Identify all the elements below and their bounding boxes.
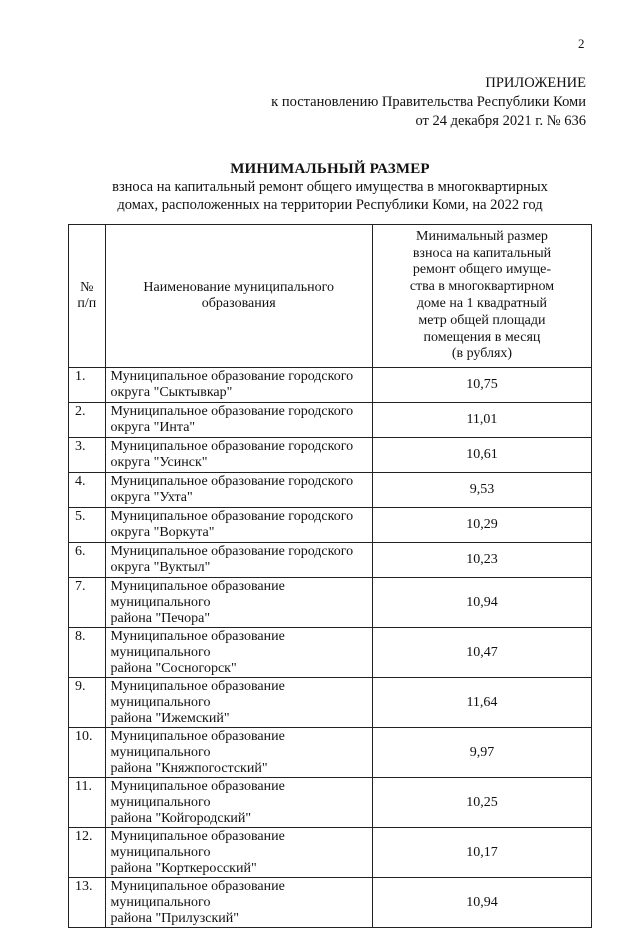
row-name bbox=[105, 508, 372, 543]
header-fee bbox=[372, 225, 591, 368]
table-row bbox=[69, 508, 592, 543]
document-subtitle-line1: взноса на капитальный ремонт общего имущества в многоквартирных bbox=[112, 179, 548, 195]
document-subtitle-line2: домах, расположенных на территории Республики Коми, на 2022 год bbox=[117, 197, 543, 213]
page-number: 2 bbox=[578, 36, 585, 51]
row-name-line: округа "Усинск" bbox=[110, 455, 208, 470]
row-name-line: Муниципальное образование городского bbox=[110, 509, 354, 524]
header-fee-line: ремонт общего имуще- bbox=[412, 262, 552, 278]
row-fee: 10,47 bbox=[372, 628, 591, 678]
row-fee: 9,97 bbox=[372, 728, 591, 778]
row-fee: 10,94 bbox=[372, 578, 591, 628]
row-name-line: Муниципальное образование муниципального bbox=[110, 879, 285, 910]
header-name: Наименование муниципального образования bbox=[105, 225, 372, 368]
row-number: 8. bbox=[69, 628, 106, 678]
row-number: 1. bbox=[69, 368, 106, 403]
row-number: 6. bbox=[69, 543, 106, 578]
row-name-line: округа "Ухта" bbox=[110, 490, 193, 505]
table-row bbox=[69, 473, 592, 508]
table-row bbox=[69, 728, 592, 778]
row-name-line: района "Прилузский" bbox=[110, 911, 239, 926]
row-name bbox=[105, 403, 372, 438]
appendix-reference: к постановлению Правительства Республики Коми bbox=[271, 94, 586, 110]
row-number: 10. bbox=[69, 728, 106, 778]
row-name-line: Муниципальное образование муниципального bbox=[110, 829, 285, 860]
row-name-line: Муниципальное образование муниципального bbox=[110, 779, 285, 810]
header-fee-line: метр общей площади bbox=[418, 312, 546, 328]
row-number: 12. bbox=[69, 828, 106, 878]
table-row bbox=[69, 778, 592, 828]
row-fee: 10,25 bbox=[372, 778, 591, 828]
table-header-row bbox=[69, 225, 592, 368]
header-fee-line: ства в многоквартирном bbox=[409, 279, 555, 295]
row-name-line: Муниципальное образование муниципального bbox=[110, 679, 285, 710]
row-name-line: округа "Инта" bbox=[110, 420, 196, 435]
header-number bbox=[69, 225, 106, 368]
document-title: МИНИМАЛЬНЫЙ РАЗМЕР bbox=[230, 161, 430, 177]
table-row bbox=[69, 678, 592, 728]
row-name bbox=[105, 878, 372, 928]
row-name-line: Муниципальное образование городского bbox=[110, 369, 354, 384]
row-name bbox=[105, 828, 372, 878]
row-fee: 10,23 bbox=[372, 543, 591, 578]
row-name bbox=[105, 368, 372, 403]
row-fee: 10,17 bbox=[372, 828, 591, 878]
row-name-line: района "Сосногорск" bbox=[110, 661, 237, 676]
appendix-date: от 24 декабря 2021 г. № 636 bbox=[415, 113, 586, 129]
header-fee-line: помещения в месяц bbox=[423, 329, 541, 345]
row-number: 11. bbox=[69, 778, 106, 828]
row-number: 9. bbox=[69, 678, 106, 728]
table-row bbox=[69, 368, 592, 403]
table-row bbox=[69, 403, 592, 438]
appendix-label: ПРИЛОЖЕНИЕ bbox=[485, 75, 586, 91]
row-fee: 10,29 bbox=[372, 508, 591, 543]
row-name-line: района "Койгородский" bbox=[110, 811, 252, 826]
row-number: 13. bbox=[69, 878, 106, 928]
table-row bbox=[69, 578, 592, 628]
row-fee: 9,53 bbox=[372, 473, 591, 508]
row-name-line: Муниципальное образование городского bbox=[110, 474, 354, 489]
row-name-line: Муниципальное образование муниципального bbox=[110, 629, 285, 660]
table-row bbox=[69, 543, 592, 578]
row-name-line: округа "Вуктыл" bbox=[110, 560, 211, 575]
row-name-line: района "Печора" bbox=[110, 611, 211, 626]
table-row bbox=[69, 438, 592, 473]
document-heading bbox=[60, 160, 600, 214]
row-name bbox=[105, 778, 372, 828]
row-number: 5. bbox=[69, 508, 106, 543]
row-name-line: района "Княжпогостский" bbox=[110, 761, 268, 776]
row-name bbox=[105, 543, 372, 578]
row-name bbox=[105, 678, 372, 728]
table-row bbox=[69, 878, 592, 928]
table-row bbox=[69, 828, 592, 878]
fees-table bbox=[68, 224, 592, 928]
row-fee: 10,75 bbox=[372, 368, 591, 403]
appendix-block bbox=[271, 74, 586, 131]
row-name-line: округа "Воркута" bbox=[110, 525, 215, 540]
header-number-symbol: № bbox=[80, 280, 94, 295]
row-name bbox=[105, 578, 372, 628]
row-name bbox=[105, 728, 372, 778]
row-number: 2. bbox=[69, 403, 106, 438]
header-fee-line: (в рублях) bbox=[451, 346, 513, 362]
header-fee-line: Минимальный размер bbox=[416, 228, 548, 244]
row-fee: 10,61 bbox=[372, 438, 591, 473]
row-number: 4. bbox=[69, 473, 106, 508]
row-fee: 11,64 bbox=[372, 678, 591, 728]
row-number: 3. bbox=[69, 438, 106, 473]
row-name bbox=[105, 628, 372, 678]
row-name-line: округа "Сыктывкар" bbox=[110, 385, 233, 400]
row-name-line: района "Ижемский" bbox=[110, 711, 230, 726]
row-name bbox=[105, 438, 372, 473]
row-name-line: Муниципальное образование городского bbox=[110, 439, 354, 454]
row-name-line: Муниципальное образование городского bbox=[110, 404, 354, 419]
header-fee-line: взноса на капитальный bbox=[412, 245, 552, 261]
table-row bbox=[69, 628, 592, 678]
header-number-abbrev: п/п bbox=[77, 296, 97, 311]
header-fee-line: доме на 1 квадратный bbox=[416, 296, 547, 311]
row-name-line: Муниципальное образование муниципального bbox=[110, 579, 285, 610]
row-fee: 10,94 bbox=[372, 878, 591, 928]
row-name bbox=[105, 473, 372, 508]
row-fee: 11,01 bbox=[372, 403, 591, 438]
row-name-line: района "Корткеросский" bbox=[110, 861, 257, 876]
row-name-line: Муниципальное образование муниципального bbox=[110, 729, 285, 760]
row-number: 7. bbox=[69, 578, 106, 628]
row-name-line: Муниципальное образование городского bbox=[110, 544, 354, 559]
